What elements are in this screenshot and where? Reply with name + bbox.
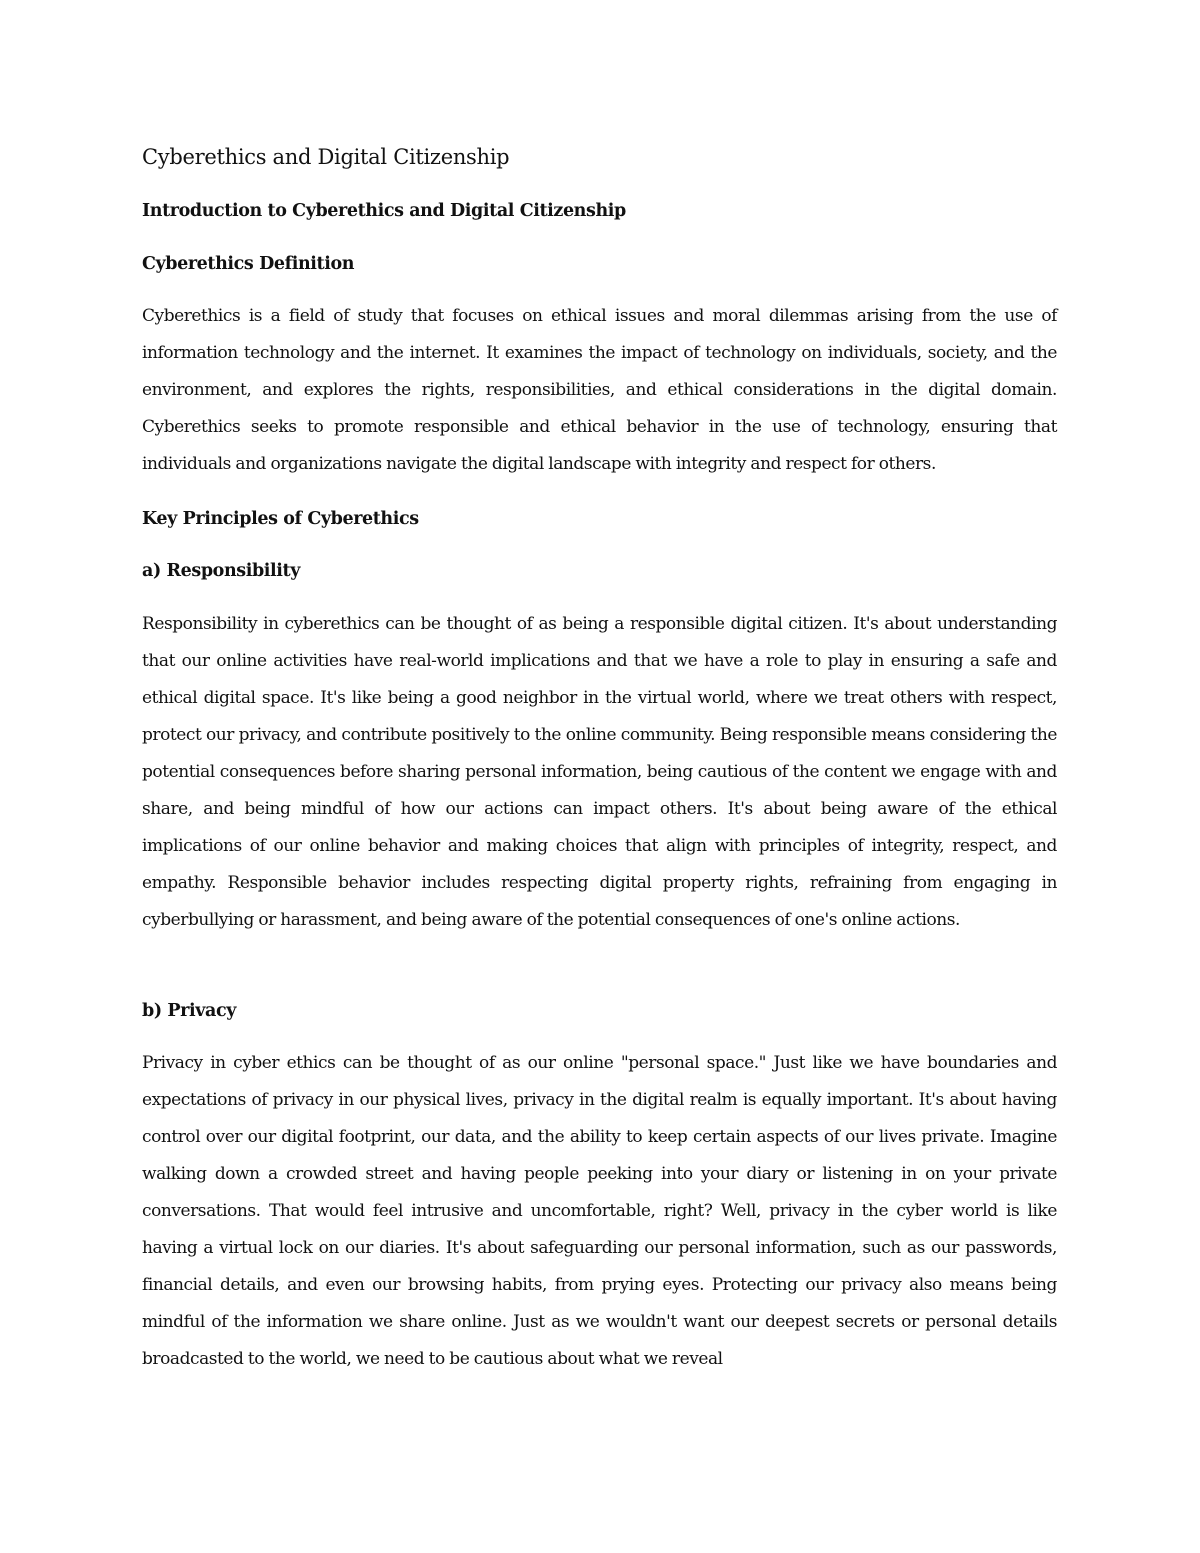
responsibility-paragraph: Responsibility in cyberethics can be thought of as being a responsible digital citizen. It's about understanding that our online activities have real-world implications and that we have a role to play in ensuring a safe and ethical digital space. It's like being a good neighbor in the virtual world, where we treat others with respect, protect our privacy, and contribute positively to the online community. Being responsible means considering the potential consequences before sharing personal information, being cautious of the content we engage with and share, and being mindful of how our actions can impact others. It's about being aware of the ethical implications of our online behavior and making choices that align with principles of integrity, respect, and empathy. Responsible behavior includes respecting digital property rights, refraining from engaging in cyberbullying or harassment, and being aware of the potential consequences of one's online actions. [142,614,1057,930]
responsibility-heading: a) Responsibility [142,561,301,581]
intro-heading: Introduction to Cyberethics and Digital Citizenship [142,201,626,221]
privacy-heading: b) Privacy [142,1001,236,1021]
privacy-paragraph: Privacy in cyber ethics can be thought of as our online "personal space." Just like we have boundaries and expectations of privacy in our physical lives, privacy in the digital realm is equally important. It's about having control over our digital footprint, our data, and the ability to keep certain aspects of our lives private. Imagine walking down a crowded street and having people peeking into your diary or listening in on your private conversations. That would feel intrusive and uncomfortable, right? Well, privacy in the cyber world is like having a virtual lock on our diaries. It's about safeguarding our personal information, such as our passwords, financial details, and even our browsing habits, from prying eyes. Protecting our privacy also means being mindful of the information we share online. Just as we wouldn't want our deepest secrets or personal details broadcasted to the world, we need to be cautious about what we reveal [142,1053,1057,1369]
document-title: Cyberethics and Digital Citizenship [142,145,510,169]
definition-paragraph: Cyberethics is a field of study that focuses on ethical issues and moral dilemmas arising from the use of information technology and the internet. It examines the impact of technology on individuals, society, and the environment, and explores the rights, responsibilities, and ethical considerations in the digital domain. Cyberethics seeks to promote responsible and ethical behavior in the use of technology, ensuring that individuals and organizations navigate the digital landscape with integrity and respect for others. [142,306,1057,474]
definition-heading: Cyberethics Definition [142,254,355,274]
principles-heading: Key Principles of Cyberethics [142,509,419,529]
